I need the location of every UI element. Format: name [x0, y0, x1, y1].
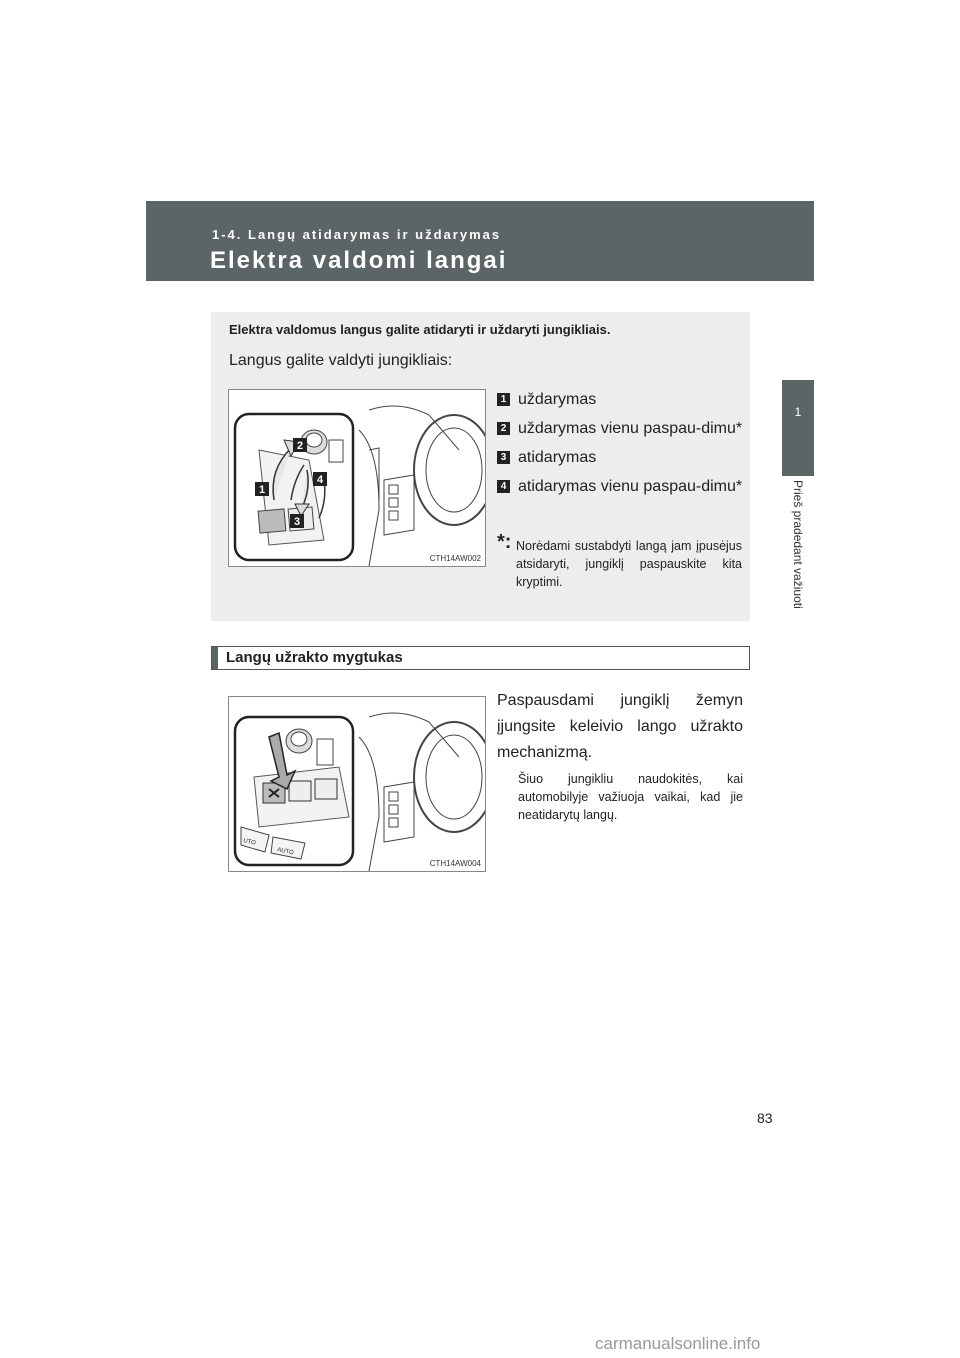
section-heading — [211, 646, 750, 670]
svg-text:4: 4 — [316, 474, 324, 486]
auto-label-left: UTO — [242, 838, 257, 847]
item-number-badge: 4 — [497, 480, 510, 493]
intro-bold: Elektra valdomus langus galite atidaryti ir uždaryti jungikliais. — [229, 322, 611, 337]
section-heading-label: Langų užrakto mygtukas — [226, 649, 403, 666]
auto-label-right: AUTO — [276, 847, 295, 857]
item-number-badge: 2 — [497, 422, 510, 435]
item-text: atidarymas vienu paspau-dimu* — [518, 478, 743, 495]
watermark: carmanualsonline.info — [595, 1334, 761, 1353]
window-switch-illustration — [229, 390, 485, 566]
lock-note: Šiuo jungikliu naudokitės, kai automobilyje važiuoja vaikai, kad jie neatidarytų langų. — [518, 772, 743, 822]
svg-text:1: 1 — [258, 484, 266, 496]
list-item — [497, 387, 743, 412]
item-text: atidarymas — [518, 449, 597, 466]
intro-lead: Langus galite valdyti jungikliais: — [229, 352, 453, 369]
switch-function-list — [497, 387, 743, 503]
list-item — [497, 445, 743, 470]
item-number-badge: 3 — [497, 451, 510, 464]
footnote-mark: *: — [497, 531, 512, 553]
lock-description: Paspausdami jungiklį žemyn įjungsite keleivio lango užrakto mechanizmą. — [497, 692, 743, 761]
callout-3 — [290, 514, 304, 528]
window-lock-illustration — [229, 697, 485, 871]
footnote-text: Norėdami sustabdyti langą jam įpusėjus atsidaryti, jungiklį paspauskite kita kryptimi. — [516, 539, 742, 589]
svg-text:2: 2 — [296, 440, 304, 452]
figure-code: CTH14AW004 — [429, 859, 481, 868]
section-breadcrumb: 1-4. Langų atidarymas ir uždarymas — [212, 227, 502, 242]
item-number-badge: 1 — [497, 393, 510, 406]
window-switch-figure — [228, 389, 486, 567]
chapter-tab-label-text: Prieš pradedant važiuoti — [791, 480, 805, 609]
callout-2 — [293, 438, 307, 452]
chapter-tab[interactable]: 1 — [782, 380, 814, 476]
figure-code: CTH14AW002 — [429, 554, 481, 563]
window-lock-figure — [228, 696, 486, 872]
item-text: uždarymas — [518, 391, 597, 408]
list-item — [497, 474, 743, 499]
svg-text:3: 3 — [293, 516, 301, 528]
callout-4 — [313, 472, 327, 486]
page-title: Elektra valdomi langai — [210, 247, 508, 274]
page-number: 83 — [757, 1110, 773, 1126]
item-text: uždarymas vienu paspau-dimu* — [518, 420, 743, 437]
list-item — [497, 416, 743, 441]
section-heading-bar — [212, 647, 218, 669]
chapter-tab-label — [778, 470, 818, 630]
callout-1 — [255, 482, 269, 496]
footnote — [497, 531, 742, 591]
chapter-header — [146, 201, 814, 281]
